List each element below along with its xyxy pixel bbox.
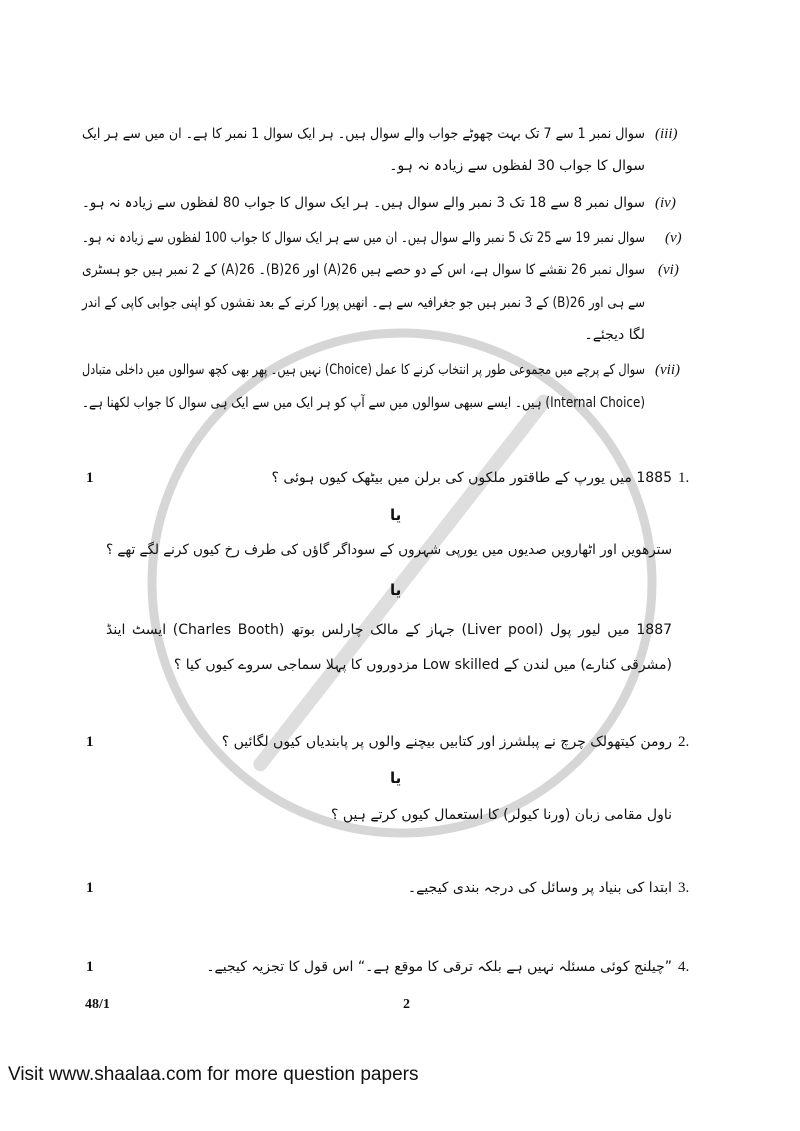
or-separator: یا [390, 769, 402, 787]
instruction-text: سوال کا جواب 30 لفظوں سے زیادہ نہ ہو۔ [389, 158, 645, 174]
question-alternative: ناول مقامی زبان (ورنا کیولر) کا استعمال کیوں کرتے ہیں ؟ [330, 807, 672, 823]
instruction-text: سوال نمبر 1 سے 7 تک بہت چھوٹے جواب والے سوال ہیں۔ ہر ایک سوال 1 نمبر کا ہے۔ ان میں سے ہر ایک [82, 126, 645, 142]
instruction-label: (iii) [655, 126, 678, 142]
question-marks: 1 [86, 470, 94, 486]
question-text: 1885 میں یورپ کے طاقتور ملکوں کی برلن میں بیٹھک کیوں ہوئی ؟ [271, 470, 672, 486]
page-number: 2 [403, 997, 410, 1012]
instruction-text: (Internal Choice) ہیں۔ ایسے سبھی سوالوں میں سے آپ کو ہر ایک میں سے ایک ہی سوال کا جواب لکھنا ہے۔ [81, 395, 645, 411]
question-number: 4. [678, 959, 690, 975]
question-text: رومن کیتھولک چرچ نے پبلشرز اور کتابیں بیچنے والوں پر پابندیاں کیوں لگائیں ؟ [221, 734, 672, 750]
visit-banner-link[interactable]: Visit www.shaalaa.com for more question papers [8, 1064, 419, 1085]
paper-code: 48/1 [85, 997, 110, 1012]
instruction-label: (vi) [658, 262, 679, 278]
instruction-text: سے ہی اور 26(B) کے 3 نمبر ہیں جو جغرافیہ سے ہے۔ انھیں پورا کرنے کے بعد نقشوں کو اپنی جوابی کاپی کے اندر [81, 295, 645, 311]
question-text: ”چیلنج کوئی مسئلہ نہیں ہے بلکہ ترقی کا موقع ہے۔“ اس قول کا تجزیہ کیجیے۔ [206, 959, 672, 975]
instruction-label: (iv) [655, 195, 676, 211]
question-alternative: (مشرقی کنارے) میں لندن کے Low skilled مزدوروں کا پہلا سماجی سروے کیوں کیا ؟ [173, 657, 672, 673]
instruction-label: (v) [665, 230, 682, 246]
watermark-lettering [260, 402, 543, 764]
question-alternative: سترھویں اور اٹھارویں صدیوں میں یورپی شہروں کے سوداگر گاؤں کی طرف رخ کیوں کرنے لگے تھے ؟ [106, 542, 672, 558]
instruction-text: سوال نمبر 26 نقشے کا سوال ہے، اس کے دو حصے ہیں 26(A) اور 26(B)۔ 26(A) کے 2 نمبر ہیں جو ہسٹری [82, 262, 645, 278]
instruction-text: سوال کے پرچے میں مجموعی طور پر انتخاب کرنے کا عمل (Choice) نہیں ہیں۔ پھر بھی کچھ سوالوں میں داخلی متبادل [82, 362, 645, 378]
or-separator: یا [390, 581, 402, 599]
question-number: 3. [678, 880, 690, 896]
question-number: 2. [678, 734, 690, 750]
question-marks: 1 [86, 880, 94, 896]
question-marks: 1 [86, 959, 94, 975]
question-marks: 1 [86, 734, 94, 750]
or-separator: یا [390, 506, 402, 524]
question-number: 1. [678, 470, 690, 486]
question-alternative: 1887 میں لیور پول (Liver pool) جہاز کے مالک چارلس بوتھ (Charles Booth) ایسٹ اینڈ [106, 622, 673, 638]
instruction-text: سوال نمبر 8 سے 18 تک 3 نمبر والے سوال ہیں۔ ہر ایک سوال کا جواب 80 لفظوں سے زیادہ نہ ہو۔ [81, 195, 645, 211]
instruction-label: (vii) [655, 362, 680, 378]
question-text: ابتدا کی بنیاد پر وسائل کی درجہ بندی کیجیے۔ [407, 880, 672, 896]
instruction-text: لگا دیجئے۔ [584, 327, 645, 343]
instruction-text: سوال نمبر 19 سے 25 تک 5 نمبر والے سوال ہیں۔ ان میں سے ہر ایک سوال کا جواب 100 لفظوں سے زیادہ نہ ہو۔ [82, 230, 645, 246]
